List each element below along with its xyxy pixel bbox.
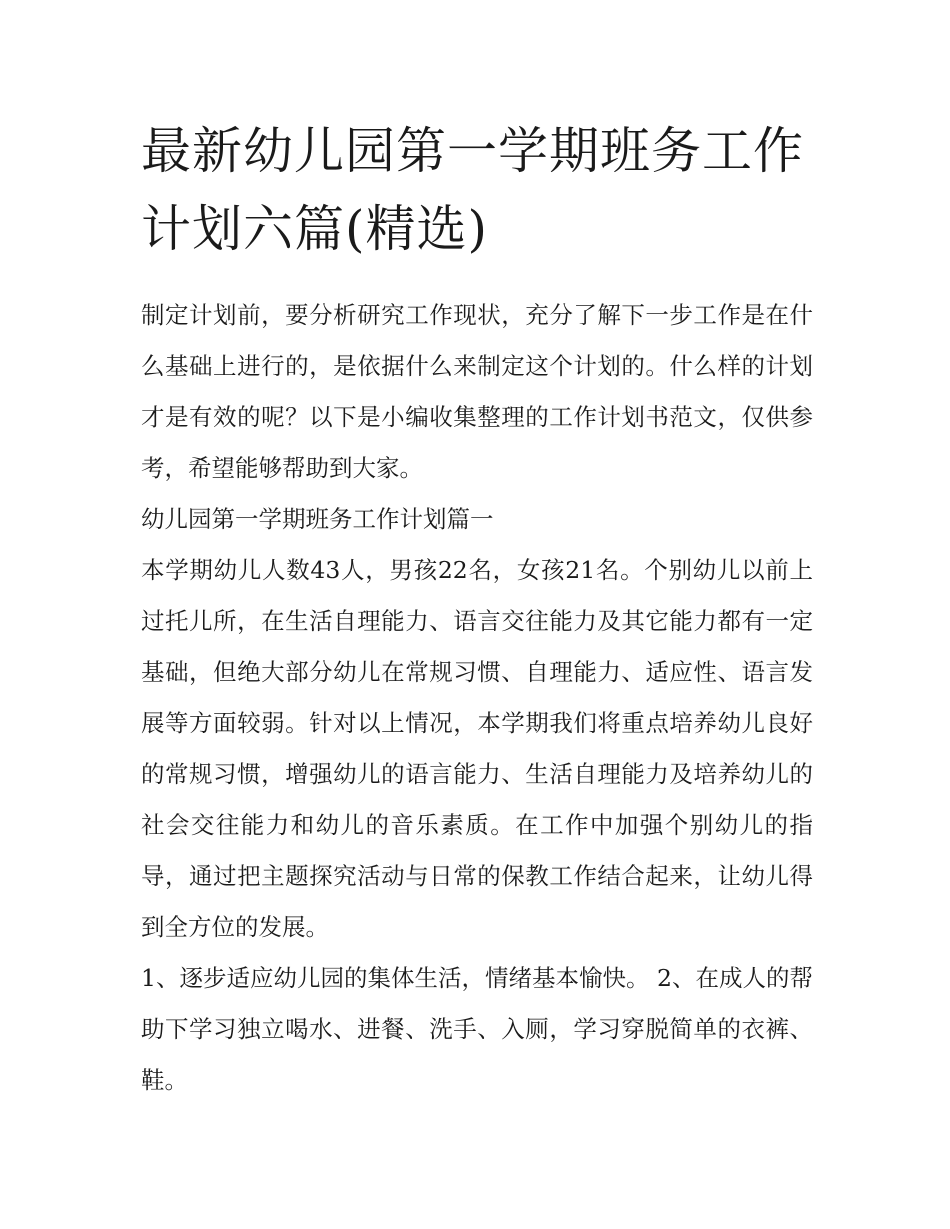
document-page (141, 112, 813, 1106)
body-paragraph: 本学期幼儿人数43人，男孩22名，女孩21名。个别幼儿以前上过托儿所，在生活自理能力、语言交往能力及其它能力都有一定基础，但绝大部分幼儿在常规习惯、自理能力、适应性、语言发展等方面较弱。针对以上情况，本学期我们将重点培养幼儿良好的常规习惯，增强幼儿的语言能力、生活自理能力及培养幼儿的社会交往能力和幼儿的音乐素质。在工作中加强个别幼儿的指导，通过把主题探究活动与日常的保教工作结合起来，让幼儿得到全方位的发展。 (141, 556, 813, 941)
goals-paragraph: 1、逐步适应幼儿园的集体生活，情绪基本愉快。 2、在成人的帮助下学习独立喝水、进餐、洗手、入厕，学习穿脱简单的衣裤、鞋。 (141, 964, 813, 1094)
document-title: 最新幼儿园第一学期班务工作计划六篇(精选) (141, 122, 804, 258)
intro-paragraph: 制定计划前，要分析研究工作现状，充分了解下一步工作是在什么基础上进行的，是依据什么来制定这个计划的。什么样的计划才是有效的呢？以下是小编收集整理的工作计划书范文，仅供参考，希望能够帮助到大家。 (141, 301, 813, 482)
section-heading: 幼儿园第一学期班务工作计划篇一 (141, 505, 494, 533)
